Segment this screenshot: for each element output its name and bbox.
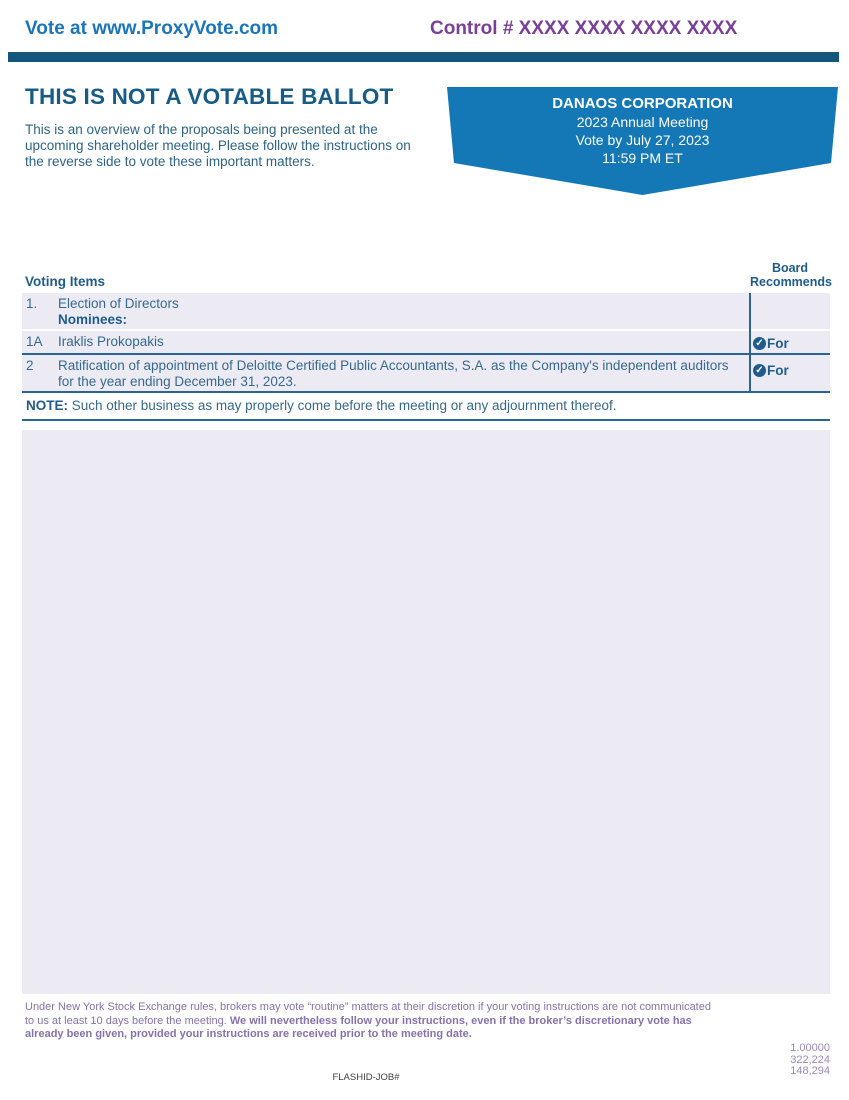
print-number: 1.00000 [790,1042,830,1054]
flashid-job-label: FLASHID-JOB# [332,1072,400,1083]
recommend-column-divider [749,293,751,391]
item-number: 1A [26,334,43,349]
item-text: Election of Directors [58,296,179,311]
vote-by-date: Vote by July 27, 2023 [575,132,710,148]
proxyvote-url-heading: Vote at www.ProxyVote.com [25,18,279,39]
check-circle-icon: ✓ [753,364,766,377]
recommendation-cell [753,336,789,351]
overview-paragraph: This is an overview of the proposals being presented at the upcoming shareholder meeting. Please follow the instructions on the reverse side to vote these important matters. [25,122,411,169]
vote-deadline-time: 11:59 PM ET [602,150,683,166]
nominees-label: Nominees: [58,312,128,327]
meeting-name: 2023 Annual Meeting [576,114,709,130]
item-text: Ratification of appointment of Deloitte Certified Public Accountants, S.A. as the Company's independent auditors for the year ending December 31, 2023. [58,358,729,389]
company-name: DANAOS CORPORATION [552,95,733,112]
recommendation-label: For [767,363,789,378]
disclaimer-normal-text: Under New York Stock Exchange rules, brokers may vote “routine” matters at their discretion if your voting instructions are not communicated to us at least 10 days before the meeting. [25,1001,711,1027]
disclaimer-bold-text: We will nevertheless follow your instructions, even if the broker’s discretionary vote has already been given, provided your instructions are received prior to the meeting date. [25,1014,692,1040]
item-number: 1. [26,296,38,311]
print-number: 148,294 [790,1065,830,1077]
not-votable-ballot-title: THIS IS NOT A VOTABLE BALLOT [25,84,394,109]
note-text [26,398,806,413]
print-control-numbers [640,1043,830,1078]
check-circle-icon: ✓ [753,337,766,350]
note-body: Such other business as may properly come before the meeting or any adjournment thereof. [68,398,617,413]
meeting-banner-text [447,94,838,167]
meeting-banner [447,87,838,195]
recommendation-cell [753,363,789,378]
print-number: 322,224 [790,1053,830,1066]
recommendation-label: For [767,336,789,351]
header-divider-bar [8,52,839,62]
empty-items-area [22,430,830,994]
board-recommends-line1: Board [771,261,809,275]
note-label: NOTE: [26,398,68,413]
item-number: 2 [26,358,34,373]
item-text: Iraklis Prokopakis [58,334,164,349]
board-recommends-header [750,261,830,289]
control-number: Control # XXXX XXXX XXXX XXXX [430,18,738,39]
voting-items-header: Voting Items [25,274,106,289]
board-recommends-line2: Recommends [750,275,832,289]
broker-disclaimer [25,1001,717,1042]
